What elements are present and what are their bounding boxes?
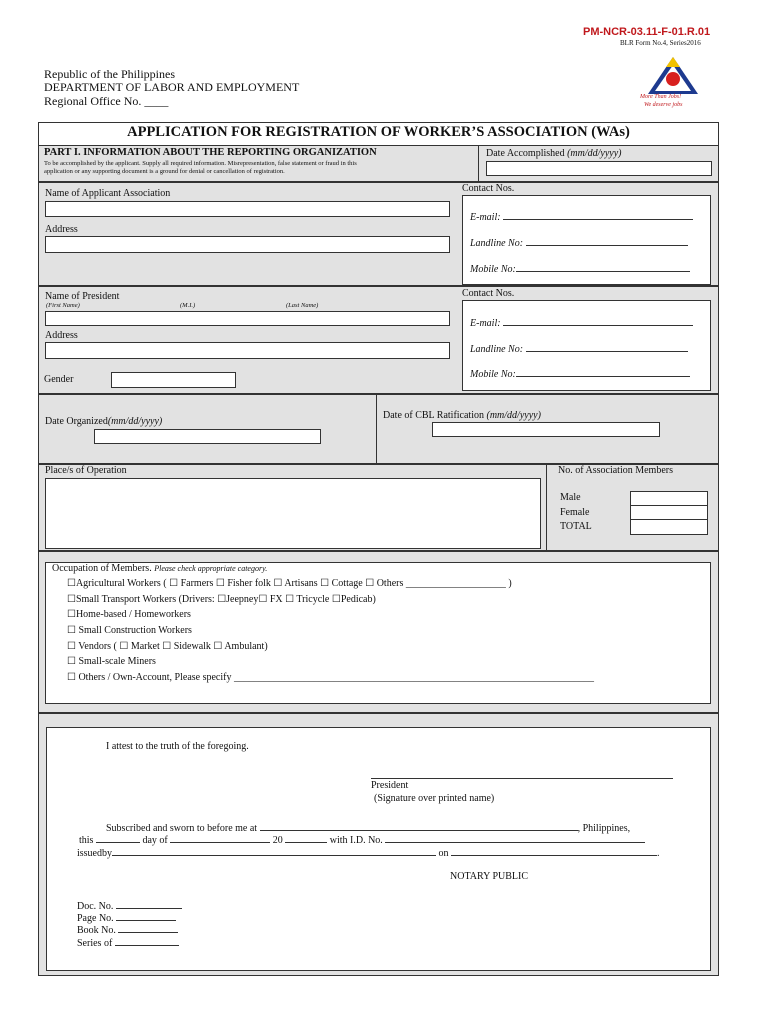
female-label: Female bbox=[560, 507, 590, 518]
male-count-field[interactable] bbox=[630, 491, 708, 506]
part1-instructions-1: To be accomplished by the applicant. Supply all required information. Misrepresentation, false statement or fraud in this bbox=[44, 160, 357, 167]
series-of-label: Series of bbox=[77, 938, 113, 949]
occupation-agricultural[interactable]: ☐Agricultural Workers ( ☐ Farmers ☐ Fisher folk ☐ Artisans ☐ Cottage ☐ Others ____________________ ) bbox=[67, 578, 512, 589]
department-text: DEPARTMENT OF LABOR AND EMPLOYMENT bbox=[44, 80, 300, 94]
cbl-ratification-text: Date of CBL Ratification bbox=[383, 410, 484, 421]
occupation-construction[interactable]: ☐ Small Construction Workers bbox=[67, 625, 192, 636]
president-contact-label: Contact Nos. bbox=[462, 288, 515, 299]
blr-form-series: BLR Form No.4, Series2016 bbox=[620, 39, 701, 47]
president-name-field[interactable] bbox=[45, 311, 450, 326]
total-label: TOTAL bbox=[560, 521, 592, 532]
gender-label: Gender bbox=[44, 374, 74, 385]
philippines-text: , Philippines, bbox=[577, 823, 631, 834]
gender-field[interactable] bbox=[111, 372, 236, 388]
form-code: PM-NCR-03.11-F-01.R.01 bbox=[583, 26, 711, 38]
this-text: this bbox=[79, 835, 94, 846]
male-label: Male bbox=[560, 492, 581, 503]
sworn-line-3: issuedby on . bbox=[77, 845, 660, 859]
date-accomplished-label bbox=[486, 148, 622, 159]
date-accomplished-text: Date Accomplished bbox=[486, 148, 565, 159]
total-count-field[interactable] bbox=[630, 519, 708, 535]
association-address-field[interactable] bbox=[45, 236, 450, 253]
date-organized-label bbox=[45, 416, 162, 427]
occupation-others[interactable]: ☐ Others / Own-Account, Please specify ________________________________________________________________________ bbox=[67, 672, 594, 683]
places-of-operation-field[interactable] bbox=[45, 478, 541, 549]
occupation-transport[interactable]: ☐Small Transport Workers (Drivers: ☐Jeepney☐ FX ☐ Tricycle ☐Pedicab) bbox=[67, 594, 376, 605]
occupation-hint: Please check appropriate category. bbox=[154, 564, 268, 573]
series-of[interactable] bbox=[77, 935, 179, 949]
association-contact-label: Contact Nos. bbox=[462, 183, 515, 194]
president-email[interactable] bbox=[470, 315, 693, 329]
president-signature-line[interactable] bbox=[371, 778, 673, 779]
date-accomplished-format: (mm/dd/yyyy) bbox=[567, 148, 622, 159]
association-landline-label: Landline No: bbox=[470, 238, 524, 249]
association-mobile-label: Mobile No: bbox=[470, 264, 516, 275]
cbl-ratification-label bbox=[383, 410, 541, 421]
president-mobile-label: Mobile No: bbox=[470, 369, 516, 380]
regional-office-text: Regional Office No. ____ bbox=[44, 94, 169, 108]
president-name-label: Name of President bbox=[45, 291, 120, 302]
first-name-hint: (First Name) bbox=[46, 302, 80, 309]
association-name-label: Name of Applicant Association bbox=[45, 188, 171, 199]
year-text: 20 bbox=[272, 835, 283, 846]
on-text: on bbox=[438, 848, 449, 859]
date-organized-format: (mm/dd/yyyy) bbox=[107, 416, 163, 427]
last-name-hint: (Last Name) bbox=[286, 302, 319, 309]
notary-public: NOTARY PUBLIC bbox=[450, 871, 529, 882]
president-address-field[interactable] bbox=[45, 342, 450, 359]
with-id-text: with I.D. No. bbox=[329, 835, 383, 846]
attest-text: I attest to the truth of the foregoing. bbox=[106, 741, 249, 752]
logo-tagline-1: More Than Jobs! bbox=[640, 94, 682, 100]
president-landline[interactable] bbox=[470, 341, 688, 355]
book-no-label: Book No. bbox=[77, 925, 116, 936]
signature-caption: (Signature over printed name) bbox=[374, 793, 495, 804]
occupation-label-text: Occupation of Members. bbox=[52, 563, 152, 574]
association-address-label: Address bbox=[45, 224, 78, 235]
operation-divider bbox=[546, 464, 547, 551]
dates-divider bbox=[376, 394, 377, 464]
occupation-label bbox=[52, 563, 267, 574]
association-mobile[interactable] bbox=[470, 261, 690, 275]
mi-hint: (M.I.) bbox=[180, 302, 196, 309]
president-mobile[interactable] bbox=[470, 366, 690, 380]
president-address-label: Address bbox=[45, 330, 78, 341]
date-organized-text: Date Organized bbox=[45, 416, 108, 427]
doc-no-label: Doc. No. bbox=[77, 901, 114, 912]
logo-tagline-2: We deserve jobs bbox=[644, 102, 683, 108]
part1-heading: PART I. INFORMATION ABOUT THE REPORTING ORGANIZATION bbox=[44, 147, 377, 158]
association-email-label: E-mail: bbox=[470, 212, 501, 223]
page-no-label: Page No. bbox=[77, 913, 114, 924]
association-name-field[interactable] bbox=[45, 201, 450, 217]
sworn-line-2 bbox=[79, 832, 645, 846]
president-email-label: E-mail: bbox=[470, 318, 501, 329]
cbl-ratification-format: (mm/dd/yyyy) bbox=[486, 410, 541, 421]
president-landline-label: Landline No: bbox=[470, 344, 524, 355]
dole-logo bbox=[638, 52, 708, 114]
date-organized-field[interactable] bbox=[94, 429, 321, 444]
date-accomplished-field[interactable] bbox=[486, 161, 712, 176]
book-no[interactable] bbox=[77, 922, 178, 936]
occupation-miners[interactable]: ☐ Small-scale Miners bbox=[67, 656, 156, 667]
president-caption: President bbox=[371, 780, 409, 791]
occupation-vendors[interactable]: ☐ Vendors ( ☐ Market ☐ Sidewalk ☐ Ambulant) bbox=[67, 641, 268, 652]
association-email[interactable] bbox=[470, 209, 693, 223]
part1-divider bbox=[478, 145, 479, 182]
occupation-homebased[interactable]: ☐Home-based / Homeworkers bbox=[67, 609, 191, 620]
day-of-text: day of bbox=[142, 835, 168, 846]
sworn-at-text: Subscribed and sworn to before me at bbox=[106, 823, 258, 834]
places-of-operation-label: Place/s of Operation bbox=[45, 465, 127, 476]
issued-by-text: issuedby bbox=[77, 848, 112, 859]
form-title: APPLICATION FOR REGISTRATION OF WORKER’S ASSOCIATION (WAs) bbox=[127, 124, 630, 140]
association-landline[interactable] bbox=[470, 235, 688, 249]
female-count-field[interactable] bbox=[630, 505, 708, 520]
part1-instructions-2: application or any supporting document is a ground for denial or cancellation of registration. bbox=[44, 168, 285, 175]
members-label: No. of Association Members bbox=[558, 465, 673, 476]
republic-text: Republic of the Philippines bbox=[44, 67, 175, 81]
cbl-ratification-field[interactable] bbox=[432, 422, 660, 437]
